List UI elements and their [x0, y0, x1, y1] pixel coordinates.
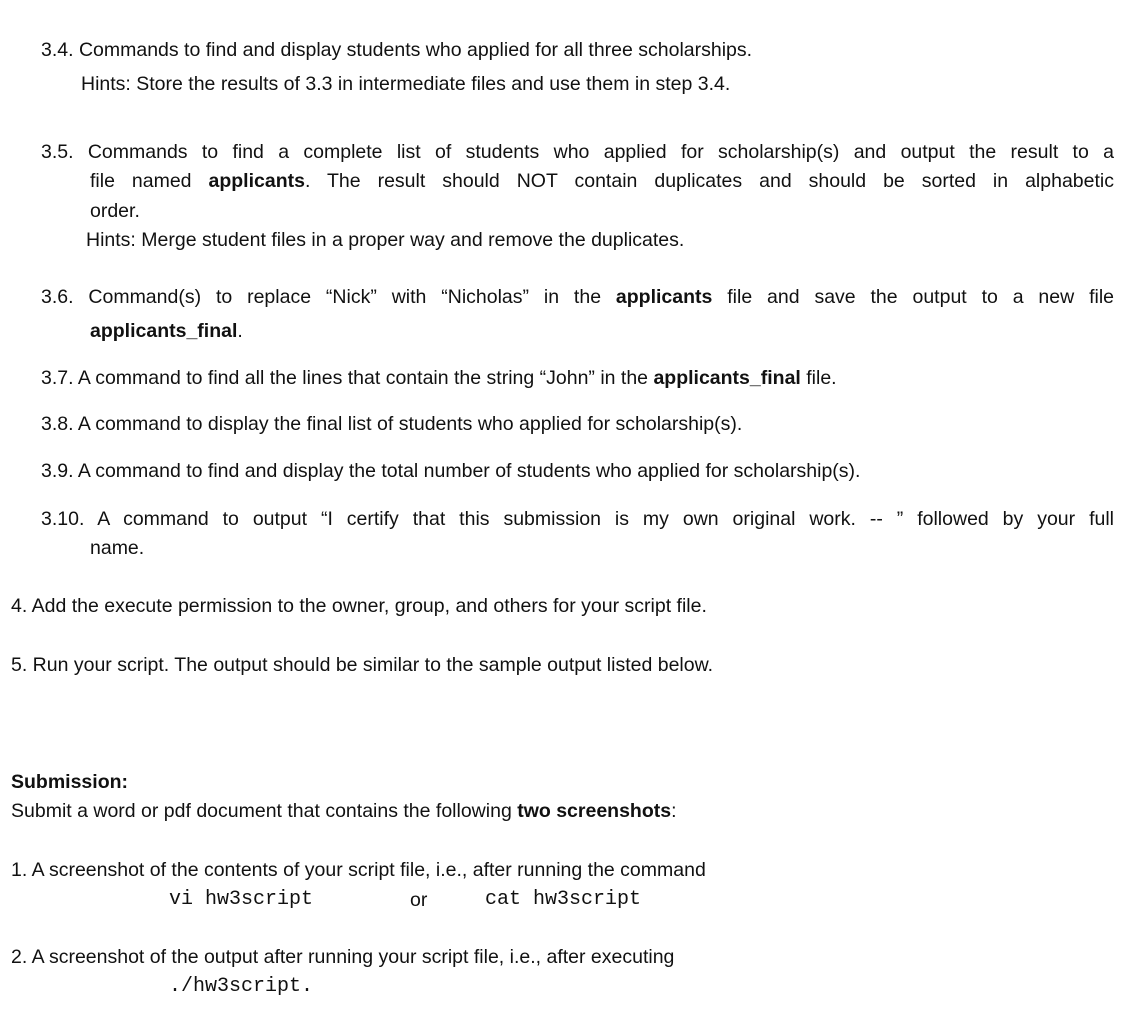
step-4: 4. Add the execute permission to the owner, group, and others for your script file.	[11, 595, 707, 617]
step-5: 5. Run your script. The output should be similar to the sample output listed below.	[11, 654, 714, 676]
item-3-7-post: file.	[800, 367, 837, 389]
command-vi-hw3script: vi hw3script	[169, 888, 314, 911]
submission-intro-pre: Submit a word or pdf document that contains the following	[11, 800, 518, 822]
item-3-6-line2-post: .	[237, 320, 243, 342]
command-run-hw3script: ./hw3script.	[169, 975, 314, 998]
item-3-6-line2	[90, 319, 243, 343]
item-3-8: 3.8. A command to display the final list of students who applied for scholarship(s).	[41, 413, 743, 435]
item-3-6-line1-post: file and save the output to a new file	[712, 286, 1115, 308]
filename-applicants-final: applicants_final	[653, 367, 801, 389]
filename-applicants: applicants	[615, 286, 713, 308]
item-3-10-line1: 3.10. A command to output “I certify that this submission is my own original work. -- ” followed by your full	[41, 508, 1114, 530]
submission-item-2: 2. A screenshot of the output after running your script file, i.e., after executing	[11, 946, 675, 968]
item-3-9: 3.9. A command to find and display the total number of students who applied for scholarship(s).	[41, 460, 861, 482]
submission-intro-bold: two screenshots	[517, 800, 672, 822]
item-3-6-line1	[41, 285, 1114, 309]
filename-applicants-final: applicants_final	[90, 320, 238, 342]
item-3-4: 3.4. Commands to find and display students who applied for all three scholarships.	[41, 39, 753, 61]
item-3-7-pre: 3.7. A command to find all the lines that contain the string “John” in the	[41, 367, 654, 389]
item-3-4-hint: Hints: Store the results of 3.3 in intermediate files and use them in step 3.4.	[81, 73, 731, 95]
submission-intro	[11, 799, 677, 823]
item-3-5-hint: Hints: Merge student files in a proper way and remove the duplicates.	[86, 229, 685, 251]
submission-item-1: 1. A screenshot of the contents of your script file, i.e., after running the command	[11, 859, 706, 881]
command-cat-hw3script: cat hw3script	[485, 888, 642, 911]
item-3-5-line3: order.	[90, 200, 140, 222]
filename-applicants: applicants	[208, 170, 305, 192]
item-3-5-line2-post: . The result should NOT contain duplicates and should be sorted in alphabetic	[304, 170, 1114, 192]
item-3-7	[41, 366, 837, 390]
item-3-10-line2: name.	[90, 537, 145, 559]
or-label: or	[410, 889, 428, 911]
item-3-5-line1: 3.5. Commands to find a complete list of students who applied for scholarship(s) and output the result to a	[41, 141, 1114, 163]
submission-intro-post: :	[671, 800, 677, 822]
submission-heading: Submission:	[11, 771, 129, 793]
item-3-5-line2	[90, 169, 1114, 193]
item-3-5-line2-pre: file named	[90, 170, 209, 192]
item-3-6-line1-pre: 3.6. Command(s) to replace “Nick” with “Nicholas” in the	[41, 286, 616, 308]
